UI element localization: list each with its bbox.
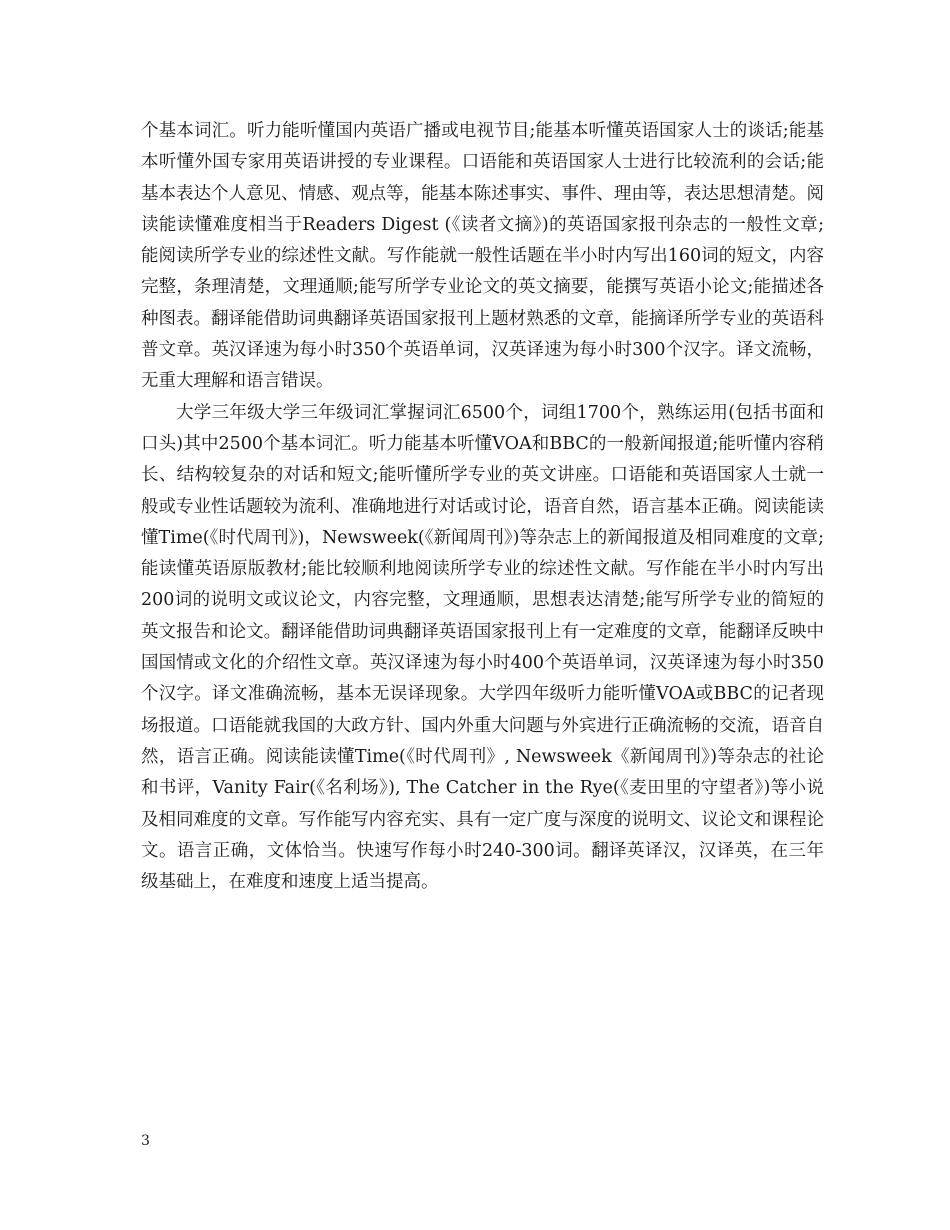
paragraph-year-three-four: 大学三年级大学三年级词汇掌握词汇6500个，词组1700个，熟练运用(包括书面和口头)其中2500个基本词汇。听力能基本听懂VOA和BBC的一般新闻报道;能听懂内容稍长、结构较复杂的对话和短文;能听懂所学专业的英文讲座。口语能和英语国家人士就一般或专业性话题较为流利、准确地进行对话或讨论，语音自然，语言基本正确。阅读能读懂Time(《时代周刊》)，Newsweek(《新闻周刊》)等杂志上的新闻报道及相同难度的文章;能读懂英语原版教材;能比较顺利地阅读所学专业的综述性文献。写作能在半小时内写出200词的说明文或议论文，内容完整，文理通顺，思想表达清楚;能写所学专业的简短的英文报告和论文。翻译能借助词典翻译英语国家报刊上有一定难度的文章，能翻译反映中国国情或文化的介绍性文章。英汉译速为每小时400个英语单词，汉英译速为每小时350个汉字。译文准确流畅，基本无误译现象。大学四年级听力能听懂VOA或BBC的记者现场报道。口语能就我国的大政方针、国内外重大问题与外宾进行正确流畅的交流，语音自然，语言正确。阅读能读懂Time(《时代周刊》, Newsweek《新闻周刊》)等杂志的社论和书评，Vanity Fair(《名利场》), The Catcher in the Rye(《麦田里的守望者》)等小说及相同难度的文章。写作能写内容充实、具有一定广度与深度的说明文、议论文和课程论文。语言正确，文体恰当。快速写作每小时240-300词。翻译英译汉，汉译英，在三年级基础上，在难度和速度上适当提高。 (141, 402, 824, 893)
paragraph-continuation: 个基本词汇。听力能听懂国内英语广播或电视节目;能基本听懂英语国家人士的谈话;能基本听懂外国专家用英语讲授的专业课程。口语能和英语国家人士进行比较流利的会话;能基本表达个人意见、情感、观点等，能基本陈述事实、事件、理由等，表达思想清楚。阅读能读懂难度相当于Readers Digest (《读者文摘》)的英语国家报刊杂志的一般性文章;能阅读所学专业的综述性文献。写作能就一般性话题在半小时内写出160词的短文，内容完整，条理清楚，文理通顺;能写所学专业论文的英文摘要，能撰写英语小论文;能描述各种图表。翻译能借助词典翻译英语国家报刊上题材熟悉的文章，能摘译所学专业的英语科普文章。英汉译速为每小时350个英语单词，汉英译速为每小时300个汉字。译文流畅，无重大理解和语言错误。 (141, 121, 824, 392)
body-text (141, 116, 824, 898)
page-number: 3 (141, 1133, 150, 1149)
